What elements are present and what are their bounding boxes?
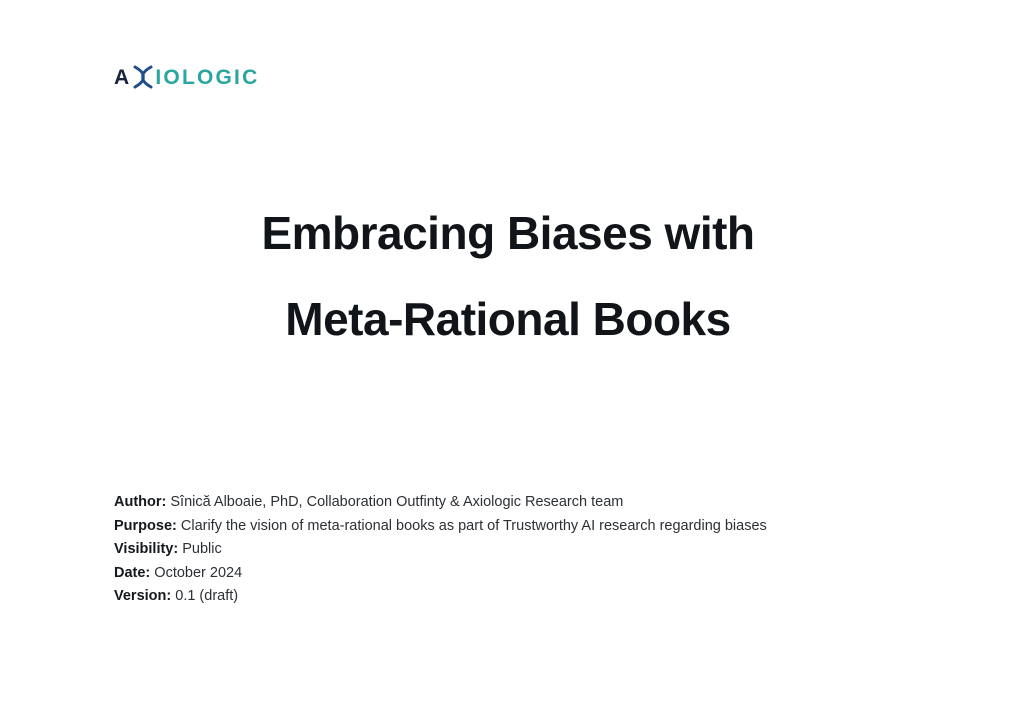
metadata-row-visibility bbox=[114, 538, 914, 562]
metadata-row-version bbox=[114, 585, 914, 609]
document-title bbox=[0, 190, 1016, 362]
title-line-2: Meta-Rational Books bbox=[285, 293, 731, 345]
metadata-row-purpose bbox=[114, 515, 914, 539]
document-metadata bbox=[114, 491, 914, 609]
metadata-label-visibility: Visibility: bbox=[114, 541, 179, 558]
metadata-label-author: Author: bbox=[114, 494, 167, 510]
metadata-label-purpose: Purpose: bbox=[114, 517, 177, 534]
metadata-value-visibility: Public bbox=[182, 541, 222, 558]
metadata-row-author bbox=[114, 491, 914, 515]
axiologic-logo bbox=[114, 62, 259, 92]
logo-prefix-letter: A bbox=[114, 65, 132, 89]
metadata-value-author: Sînică Alboaie, PhD, Collaboration Outfinty & Axiologic Research team bbox=[170, 494, 624, 510]
metadata-value-purpose: Clarify the vision of meta-rational books as part of Trustworthy AI research regarding biases bbox=[180, 517, 767, 534]
axiologic-x-mark-icon bbox=[132, 65, 154, 89]
metadata-value-date: October 2024 bbox=[154, 564, 243, 581]
title-line-1: Embracing Biases with bbox=[261, 207, 755, 259]
metadata-label-version: Version: bbox=[114, 588, 172, 605]
metadata-row-date bbox=[114, 562, 914, 586]
metadata-value-version: 0.1 (draft) bbox=[175, 588, 239, 605]
logo-suffix-text: IOLOGIC bbox=[155, 65, 260, 89]
logo-wordmark bbox=[114, 65, 259, 89]
metadata-label-date: Date: bbox=[114, 564, 151, 581]
